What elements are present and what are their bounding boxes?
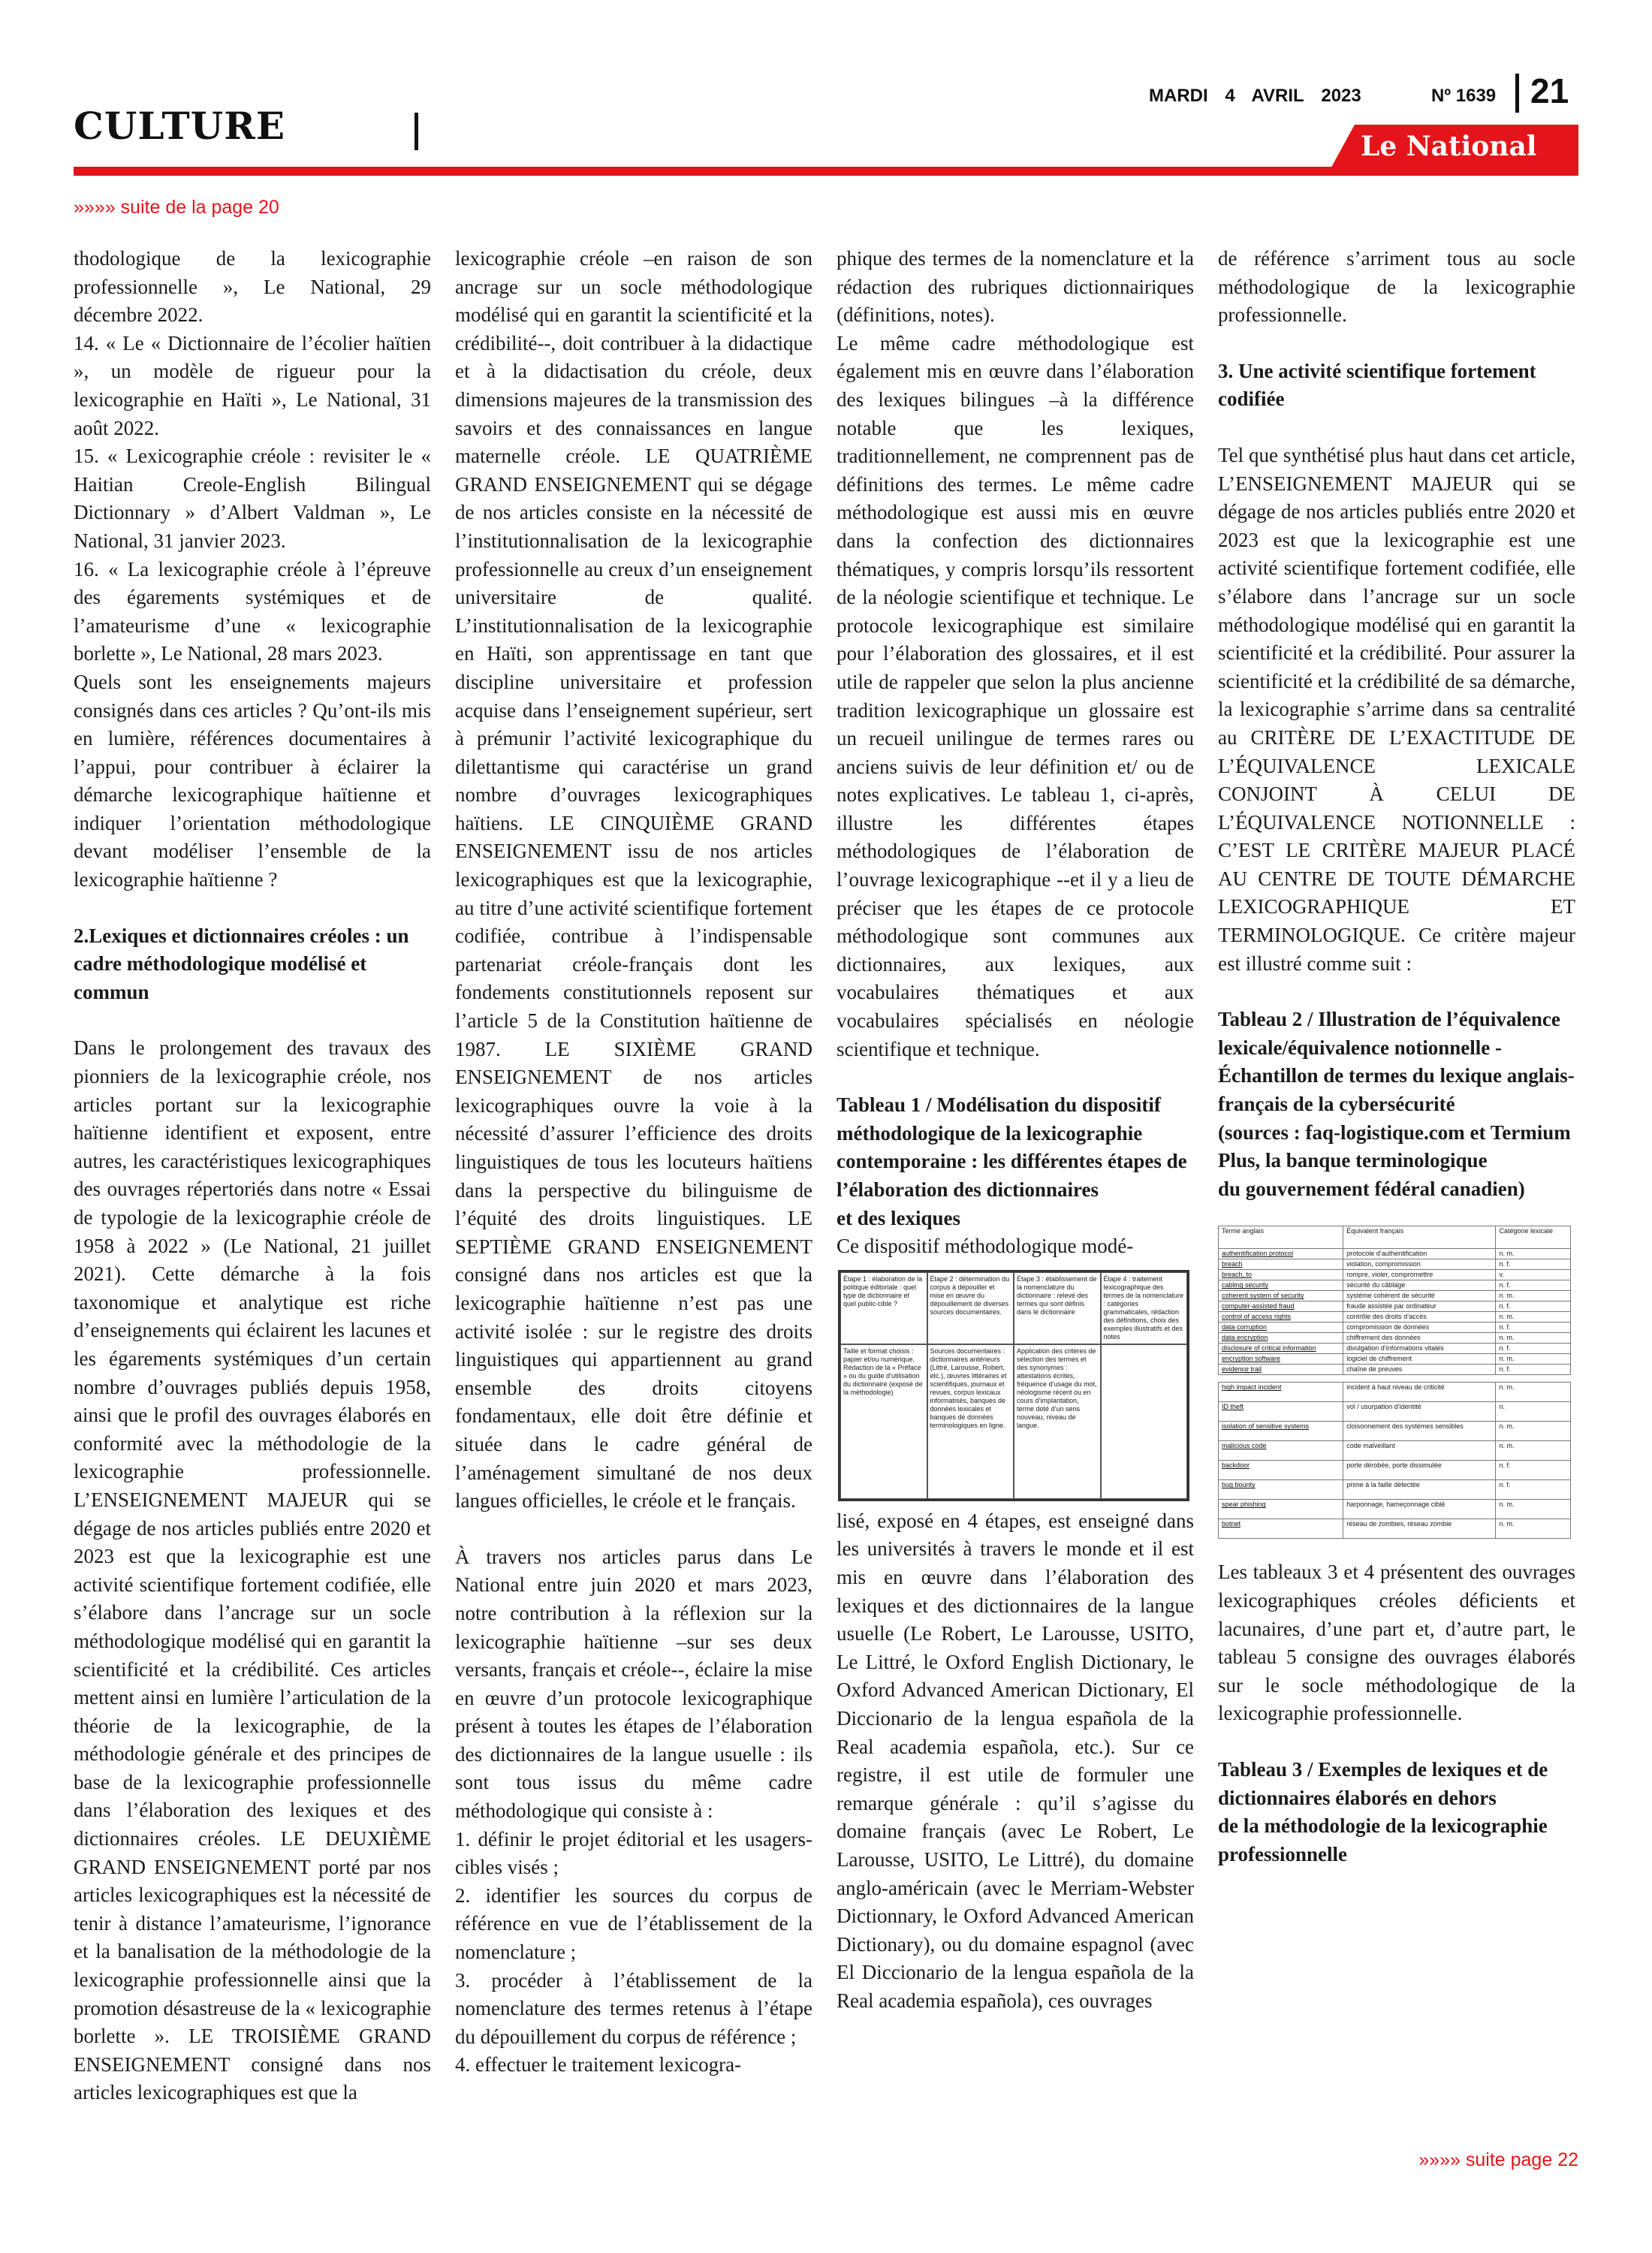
lexical-category: n. m. — [1496, 1500, 1571, 1519]
french-equivalent: cloisonnement des systèmes sensibles — [1343, 1422, 1496, 1441]
lexical-category: n. m. — [1496, 1354, 1571, 1365]
page-number-divider — [1515, 74, 1519, 113]
list-item: 1. définir le projet éditorial et les usagers-cibles visés ; — [455, 1827, 812, 1879]
table-row — [1219, 1461, 1571, 1480]
reference-item: 16. « La lexicographie créole à l’épreuve des égarements systémiques et de l’amateurisme d’une « lexicographie borlette », Le National, 28 mars 2023. — [74, 557, 431, 665]
english-term: coherent system of security — [1219, 1291, 1343, 1301]
lexical-category: n. f. — [1496, 1461, 1571, 1480]
french-equivalent: protocole d’authentification — [1343, 1249, 1496, 1259]
lexical-category: n. m. — [1496, 1519, 1571, 1539]
english-term: isolation of sensitive systems — [1219, 1422, 1343, 1441]
french-equivalent: rompre, violer, compromettre — [1343, 1270, 1496, 1280]
lexical-category: n. f. — [1496, 1301, 1571, 1312]
table-body — [1219, 1249, 1571, 1375]
table-2-caption: Tableau 2 / Illustration de l’équivalence lexicale/équivalence notionnelle - Échantillon de termes du lexique anglais-français de la cybersécurité (sources : faq-logistique.com et Termium Plus, la banque terminologique du gouvernement fédéral canadien) — [1218, 1008, 1575, 1200]
lexical-category: n. m. — [1496, 1333, 1571, 1344]
article-column-2 — [455, 245, 812, 2152]
table-row — [1219, 1441, 1571, 1461]
continued-on-link[interactable]: »»»» suite page 22 — [1418, 2149, 1578, 2170]
english-term: high impact incident — [1219, 1383, 1343, 1402]
continued-from-link[interactable]: »»»» suite de la page 20 — [74, 197, 279, 218]
lexical-category: n. m. — [1496, 1441, 1571, 1461]
lexical-category: n. m. — [1496, 1312, 1571, 1323]
table-cell: Taille et format choisis : papier et/ou numérique. Rédaction de la « Préface » ou du guide d’utilisation du dictionnaire (exposé de la méthodologie) — [840, 1344, 927, 1499]
table-body — [1219, 1383, 1571, 1539]
english-term: data corruption — [1219, 1323, 1343, 1333]
french-equivalent: violation, compromission — [1343, 1259, 1496, 1270]
paragraph: phique des termes de la nomenclature et la rédaction des rubriques dictionnairiques (définitions, notes). — [837, 247, 1194, 327]
lexical-category: n. f. — [1496, 1480, 1571, 1500]
table-row — [1219, 1383, 1571, 1402]
french-equivalent: réseau de zombies, réseau zombie — [1343, 1519, 1496, 1539]
french-equivalent: chiffrement des données — [1343, 1333, 1496, 1344]
french-equivalent: contrôle des droits d’accès — [1343, 1312, 1496, 1323]
issue-date-number: 4 — [1225, 86, 1235, 106]
english-term: malicious code — [1219, 1441, 1343, 1461]
table-1-caption: Tableau 1 / Modélisation du dispositif méthodologique de la lexicographie contemporaine : les différentes étapes de l’élaboration des dictionnaires et des lexiques — [837, 1093, 1187, 1229]
table-row — [1219, 1280, 1571, 1291]
table-row — [1219, 1312, 1571, 1323]
issue-year: 2023 — [1321, 86, 1361, 106]
french-equivalent: code malveillant — [1343, 1441, 1496, 1461]
lexical-category: n. — [1496, 1402, 1571, 1422]
issue-number: Nº 1639 — [1431, 86, 1497, 106]
article-column-1 — [74, 245, 431, 2152]
table-row — [1219, 1249, 1571, 1259]
table-cell: Sources documentaires : dictionnaires antérieurs (Littré, Larousse, Robert, etc.), œuvres littéraires et scientifiques, journaux et revues, corpus lexicaux informatisés, banques de données lexicales et banques de données terminologiques en ligne. — [927, 1344, 1014, 1499]
section-heading: 3. Une activité scientifique fortement codifiée — [1218, 359, 1536, 411]
table-row — [1219, 1365, 1571, 1375]
column-header: Catégorie lexicale — [1496, 1226, 1571, 1249]
english-term: authentification protocol — [1219, 1249, 1343, 1259]
section-heading: 2.Lexiques et dictionnaires créoles : un cadre méthodologique modélisé et commun — [74, 924, 409, 1003]
french-equivalent: fraude assistée par ordinateur — [1343, 1301, 1496, 1312]
list-item: 2. identifier les sources du corpus de référence en vue de l’établissement de la nomenclature ; — [455, 1884, 812, 1964]
paragraph: Dans le prolongement des travaux des pionniers de la lexicographie créole, nos articles portant sur la lexicographie haïtienne identifient et exposent, entre autres, les caractéristiques lexicographiques des ouvrages répertoriés dans notre « Essai de typologie de la lexicographie créole de 1958 à 2022 » (Le National, 21 juillet 2021). Cette démarche à la fois taxonomique et analytique est riche d’enseignements qui éclairent les lacunes et les égarements systémiques d’un certain nombre d’ouvrages publiés depuis 1958, ainsi que le profil des ouvrages élaborés en conformité avec la méthodologie de la lexicographie professionnelle. L’ENSEIGNEMENT MAJEUR qui se dégage de nos articles publiés entre 2020 et 2023 est que la lexicographie est une activité scientifique fortement codifiée, elle s’élabore dans l’ancrage sur un socle méthodologique modélisé qui en garantit la scientificité et la crédibilité. Ces articles mettent ainsi en lumière l’articulation de la théorie de la lexicographie, de la méthodologie générale et des principes de base de la lexicographie professionnelle dans l’élaboration des lexiques et des dictionnaires créoles. LE DEUXIÈME GRAND ENSEIGNEMENT porté par nos articles lexicographiques est la nécessité de tenir à distance l’amateurisme, l’ignorance et la banalisation de la méthodologie de la lexicographie professionnelle ainsi que la promotion désastreuse de la « lexicographie borlette ». LE TROISIÈME GRAND ENSEIGNEMENT consigné dans nos articles lexicographiques est que la — [74, 1036, 431, 2104]
table-row — [1219, 1259, 1571, 1270]
lexical-category: n. f. — [1496, 1344, 1571, 1354]
issue-day: MARDI — [1149, 86, 1208, 106]
page-header — [0, 0, 1652, 195]
article-column-4 — [1218, 245, 1575, 2152]
newspaper-brand: Le National — [1361, 131, 1537, 162]
english-term: data encryption — [1219, 1333, 1343, 1344]
article-column-3 — [837, 245, 1194, 2152]
table-cell — [1101, 1344, 1188, 1499]
reference-item: 14. « Le « Dictionnaire de l’écolier haïtien », un modèle de rigueur pour la lexicographie en Haïti », Le National, 31 août 2022. — [74, 331, 431, 439]
french-equivalent: porte dérobée, porte dissimulée — [1343, 1461, 1496, 1480]
french-equivalent: incident à haut niveau de criticité — [1343, 1383, 1496, 1402]
table-row — [1219, 1480, 1571, 1500]
table-row — [1219, 1402, 1571, 1422]
reference-item: thodologique de la lexicographie professionnelle », Le National, 29 décembre 2022. — [74, 247, 431, 327]
paragraph: de référence s’arriment tous au socle méthodologique de la lexicographie professionnelle. — [1218, 247, 1575, 327]
paragraph: Quels sont les enseignements majeurs consignés dans ces articles ? Qu’ont-ils mis en lumière, références documentaires à l’appui, pour contribuer à éclairer la démarche lexicographique haïtienne et indiquer l’orientation méthodologique devant modéliser l’ensemble de la lexicographie haïtienne ? — [74, 670, 431, 891]
paragraph: Tel que synthétisé plus haut dans cet article, L’ENSEIGNEMENT MAJEUR qui se dégage de nos articles publiés entre 2020 et 2023 est que la lexicographie est une activité scientifique fortement codifiée, elle s’élabore dans l’ancrage sur un socle méthodologique modélisé qui en garantit la scientificité et la crédibilité. Pour assurer la scientificité et la crédibilité de sa démarche, la lexicographie s’arrime dans sa centralité au CRITÈRE DE L’EXACTITUDE DE L’ÉQUIVALENCE LEXICALE CONJOINT À CELUI DE L’ÉQUIVALENCE NOTIONNELLE : C’EST LE CRITÈRE MAJEUR PLACÉ AU CENTRE DE TOUTE DÉMARCHE LEXICOGRAPHIQUE ET TERMINOLOGIQUE. Ce critère majeur est illustré comme suit : — [1218, 443, 1575, 975]
english-term: computer-assisted fraud — [1219, 1301, 1343, 1312]
english-term: spear phishing — [1219, 1500, 1343, 1519]
table-row — [1219, 1500, 1571, 1519]
english-term: evidence trail — [1219, 1365, 1343, 1375]
lexical-category: n. f. — [1496, 1259, 1571, 1270]
french-equivalent: sécurité du câblage — [1343, 1280, 1496, 1291]
table-cell: Étape 2 : détermination du corpus à dépouiller et mise en œuvre du dépouillement de diverses sources documentaires. — [927, 1272, 1014, 1344]
english-term: ID theft — [1219, 1402, 1343, 1422]
section-title: CULTURE — [74, 104, 285, 148]
title-divider — [415, 113, 418, 150]
list-item: 4. effectuer le traitement lexicogra- — [455, 2053, 742, 2077]
french-equivalent: chaîne de preuves — [1343, 1365, 1496, 1375]
english-term: breach, to — [1219, 1270, 1343, 1280]
table-anchor-icon: + — [1216, 1225, 1221, 1233]
french-equivalent: prime à la faille détectée — [1343, 1480, 1496, 1500]
table-row — [1219, 1333, 1571, 1344]
paragraph: Ce dispositif méthodologique modé- — [837, 1235, 1134, 1258]
list-item: 3. procéder à l’établissement de la nomenclature des termes retenus à l’étape du dépouillement du corpus de référence ; — [455, 1968, 812, 2048]
table-2-image — [1218, 1226, 1575, 1539]
paragraph: À travers nos articles parus dans Le National entre juin 2020 et mars 2023, notre contribution à la réflexion sur la lexicographie haïtienne –sur ses deux versants, français et créole--, éclaire la mise en œuvre d’un protocole lexicographique présent à toutes les étapes de l’élaboration des dictionnaires de la langue usuelle : ils sont tous issus du même cadre méthodologique qui consiste à : — [455, 1545, 812, 1823]
issue-month: AVRIL — [1251, 86, 1304, 106]
table-row — [1219, 1519, 1571, 1539]
english-term: breach — [1219, 1259, 1343, 1270]
lexical-category: v. — [1496, 1270, 1571, 1280]
french-equivalent: vol / usurpation d’identité — [1343, 1402, 1496, 1422]
column-header: Équivalent français — [1343, 1226, 1496, 1249]
reference-item: 15. « Lexicographie créole : revisiter le « Haitian Creole-English Bilingual Dictionnary » d’Albert Valdman », Le National, 31 janvier 2023. — [74, 445, 431, 552]
paragraph: lexicographie créole –en raison de son ancrage sur un socle méthodologique modélisé qui en garantit la scientificité et la crédibilité--, doit contribuer à la didactique et à la didactisation du créole, deux dimensions majeures de la transmission des savoirs et des connaissances en langue maternelle créole. LE QUATRIÈME GRAND ENSEIGNEMENT qui se dégage de nos articles consiste en la nécessité de l’institutionnalisation de la lexicographie professionnelle au creux d’un enseignement universitaire de qualité. L’institutionnalisation de la lexicographie en Haïti, son apprentissage en tant que discipline universitaire et profession acquise dans l’enseignement supérieur, sert à prémunir l’activité lexicographique du dilettantisme qui caractérise un grand nombre d’ouvrages lexicographiques haïtiens. LE CINQUIÈME GRAND ENSEIGNEMENT issu de nos articles lexicographiques est que la lexicographie, au titre d’une activité scientifique fortement codifiée, contribue à l’indispensable partenariat créole-français dont les fondements constitutionnels reposent sur l’article 5 de la Constitution haïtienne de 1987. LE SIXIÈME GRAND ENSEIGNEMENT de nos articles lexicographiques ouvre la voie à la nécessité d’assurer l’efficience des droits linguistiques de tous les locuteurs haïtiens dans la perspective du bilinguisme de l’équité des droits linguistiques. LE SEPTIÈME GRAND ENSEIGNEMENT consigné dans nos articles est que la lexicographie haïtienne n’est pas une activité isolée : sur le registre des droits linguistiques qui appartiennent au grand ensemble des droits citoyens fondamentaux, elle doit être définie et située dans le cadre général de l’aménagement simultané de nos deux langues officielles, le créole et le français. — [455, 247, 812, 1513]
english-term: backdoor — [1219, 1461, 1343, 1480]
page-number: 21 — [1530, 71, 1569, 110]
table-row — [1219, 1344, 1571, 1354]
table-cell: Étape 3 : établissement de la nomenclature du dictionnaire : relevé des termes qui sont définis dans le dictionnaire — [1014, 1272, 1101, 1344]
english-term: disclosure of critical information — [1219, 1344, 1343, 1354]
english-term: cabling security — [1219, 1280, 1343, 1291]
table-cell: Étape 4 : traitement lexicographique des termes de la nomenclature : catégories grammaticales, rédaction des définitions, choix des exemples illustratifs et des notes — [1101, 1272, 1188, 1344]
paragraph: Le même cadre méthodologique est également mis en œuvre dans l’élaboration des lexiques bilingues –à la différence notable que les lexiques, traditionnellement, ne comprennent pas de définitions des termes. Le même cadre méthodologique est aussi mis en œuvre dans la confection des dictionnaires thématiques, y compris lorsqu’ils ressortent de la néologie scientifique et technique. Le protocole lexicographique est similaire pour l’élaboration des glossaires, et il est utile de rappeler que selon la plus ancienne tradition lexicographique un glossaire est un recueil unilingue de termes rares ou anciens suivis de leur définition et/ ou de notes explicatives. Le tableau 1, ci-après, illustre les différentes étapes méthodologiques de l’élaboration de l’ouvrage lexicographique --et il y a lieu de préciser que les étapes de ce protocole méthodologique sont communes aux dictionnaires, aux lexiques, aux vocabulaires thématiques et aux vocabulaires spécialisés en néologie scientifique et technique. — [837, 331, 1194, 1060]
table-cell: Étape 1 : élaboration de la politique éditoriale : quel type de dictionnaire et quel public-cible ? — [840, 1272, 927, 1344]
table-1-image — [838, 1270, 1189, 1501]
column-header: Terme anglais — [1219, 1226, 1343, 1249]
french-equivalent: compromission de données — [1343, 1323, 1496, 1333]
english-term: bug bounty — [1219, 1480, 1343, 1500]
english-term: control of access rights — [1219, 1312, 1343, 1323]
table-row — [1219, 1422, 1571, 1441]
lexical-category: n. m. — [1496, 1291, 1571, 1301]
table-row — [1219, 1270, 1571, 1280]
table-row — [1219, 1291, 1571, 1301]
lexical-category: n. f. — [1496, 1323, 1571, 1333]
lexical-category: n. f. — [1496, 1280, 1571, 1291]
lexical-category: n. m. — [1496, 1383, 1571, 1402]
glossary-table — [1218, 1226, 1571, 1539]
table-cell: Application des critères de sélection des termes et des synonymes : attestations écrites, fréquence d’usage du mot, néologisme récent ou en cours d’implantation, terme doté d’un sens nouveau, niveau de langue. — [1014, 1344, 1101, 1499]
table-row — [1219, 1323, 1571, 1333]
english-term: encryption software — [1219, 1354, 1343, 1365]
paragraph: Les tableaux 3 et 4 présentent des ouvrages lexicographiques créoles déficients et lacunaires, d’une part et, d’autre part, le tableau 5 consigne des ouvrages élaborés sur le socle méthodologique de la lexicographie professionnelle. — [1218, 1561, 1575, 1725]
issue-date — [1149, 86, 1373, 107]
english-term: botnet — [1219, 1519, 1343, 1539]
lexical-category: n. m. — [1496, 1422, 1571, 1441]
lexical-category: n. f. — [1496, 1365, 1571, 1375]
table-row — [1219, 1354, 1571, 1365]
french-equivalent: harponnage, hameçonnage ciblé — [1343, 1500, 1496, 1519]
lexical-category: n. m. — [1496, 1249, 1571, 1259]
french-equivalent: logiciel de chiffrement — [1343, 1354, 1496, 1365]
table-row — [1219, 1301, 1571, 1312]
table-3-caption: Tableau 3 / Exemples de lexiques et de dictionnaires élaborés en dehors de la méthodologie de la lexicographie professionnelle — [1218, 1757, 1548, 1865]
french-equivalent: divulgation d’informations vitales — [1343, 1344, 1496, 1354]
french-equivalent: système cohérent de sécurité — [1343, 1291, 1496, 1301]
paragraph: lisé, exposé en 4 étapes, est enseigné dans les universités à travers le monde et il est mis en œuvre dans l’élaboration des lexiques et des dictionnaires de la langue usuelle (Le Robert, Le Larousse, USITO, Le Littré, le Oxford English Dictionary, le Oxford Advanced American Dictionary, El Diccionario de la lengua española de la Real academia española, etc.). Sur ce registre, il est utile de formuler une remarque générale : qu’il s’agisse du domaine français (avec Le Robert, Le Larousse, USITO, Le Littré), du domaine anglo-américain (avec le Merriam-Webster Dictionnary, le Oxford Advanced American Dictionary), ou du domaine espagnol (avec El Diccionario de la lengua española de la Real academia española), ces ouvrages — [837, 1509, 1194, 2012]
